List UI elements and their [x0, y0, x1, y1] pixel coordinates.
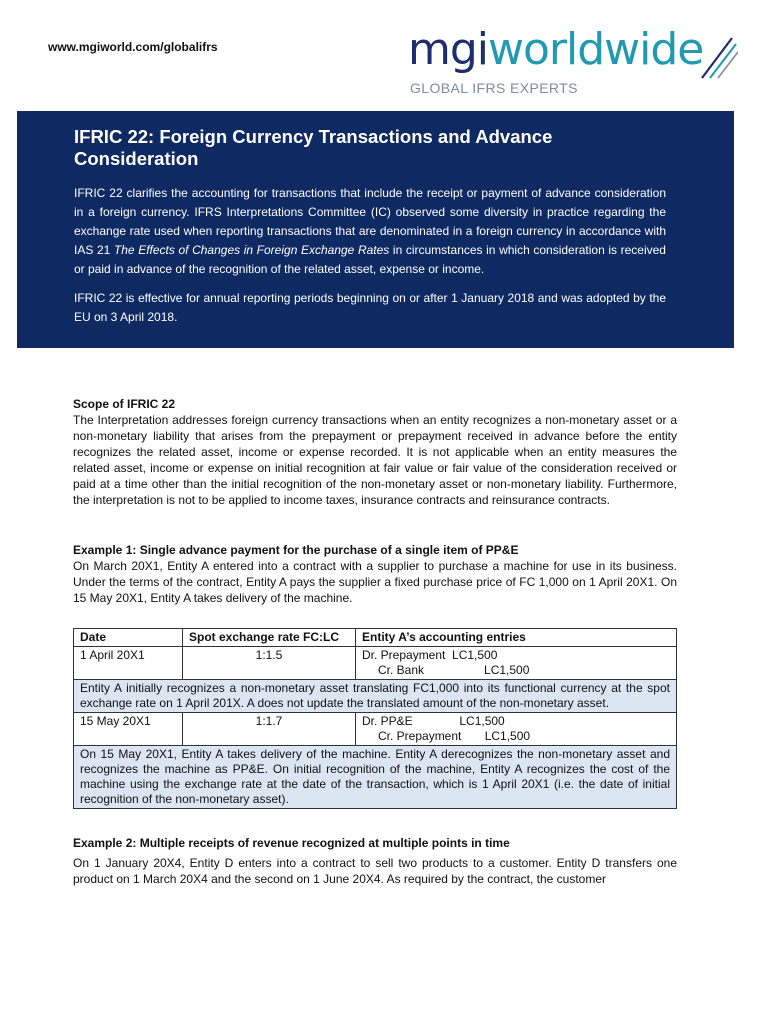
- row1-rate: 1:1.5: [183, 647, 356, 680]
- row2-entries: [356, 713, 677, 746]
- main-content: [73, 396, 677, 887]
- example2-heading: Example 2: Multiple receipts of revenue recognized at multiple points in time: [73, 836, 510, 850]
- logo-tagline: GLOBAL IFRS EXPERTS: [410, 80, 578, 96]
- accounting-entries-table: [73, 628, 677, 809]
- table-note-row: [74, 680, 677, 713]
- table-header-row: [74, 629, 677, 647]
- row2-date: 15 May 20X1: [74, 713, 183, 746]
- intro-text-a: IFRIC 22 clarifies the accounting for transactions that include the receipt or payment of advance consideration in a foreign currency. IFRS Interpretations Committee (IC) observed some diversity in practice regarding the exchange rate used when reporting transactions that are denominated in a foreign currency in accordance with IAS 21: [74, 186, 666, 257]
- effective-date-paragraph: IFRIC 22 is effective for annual reporting periods beginning on or after 1 January 2018 and was adopted by the EU on 3 April 2018.: [74, 291, 666, 324]
- intro-paragraph: [74, 184, 666, 279]
- scope-body: The Interpretation addresses foreign currency transactions when an entity recognizes a non-monetary asset or a non-monetary liability that arises from the prepayment or prepayment received in advance before the entity recognizes the related asset, income or expense recorded. It is not applicable when an entity measures the related asset, income or expense on initial recognition at fair value or fair value of the consideration received or paid at a time other than the initial recognition of the non-monetary asset or non-monetary liability. Furthermore, the interpretation is not to be applied to income taxes, insurance contracts and reinsurance contracts.: [73, 413, 677, 507]
- logo-worldwide: worldwide: [488, 24, 704, 75]
- website-url[interactable]: www.mgiworld.com/globalifrs: [48, 40, 218, 54]
- logo-mgi: mgi: [408, 24, 489, 75]
- example2-body: On 1 January 20X4, Entity D enters into a contract to sell two products to a customer. Entity D transfers one product on 1 March 20X4 and the second on 1 June 20X4. As required by the contract, the customer: [73, 856, 677, 886]
- intro-text-b: in circumstances in which consideration is received or paid in advance of the recognition of the related asset, expense or income.: [74, 243, 666, 276]
- col-header-rate: Spot exchange rate FC:LC: [183, 629, 356, 647]
- row1-credit: Cr. Bank LC1,500: [378, 663, 530, 677]
- row2-rate: 1:1.7: [183, 713, 356, 746]
- row1-debit: Dr. Prepayment LC1,500: [362, 648, 498, 662]
- example1-body: On March 20X1, Entity A entered into a contract with a supplier to purchase a machine for use in its business. Under the terms of the contract, Entity A pays the supplier a fixed purchase price of FC 1,000 on 1 April 20X1. On 15 May 20X1, Entity A takes delivery of the machine.: [73, 559, 677, 605]
- note1-text: Entity A initially recognizes a non-monetary asset translating FC1,000 into its functional currency at the spot exchange rate on 1 April 201X. A does not update the translated amount of the non-monetary asset.: [74, 680, 677, 713]
- note2-text: On 15 May 20X1, Entity A takes delivery of the machine. Entity A derecognizes the non-monetary asset and recognizes the machine as PP&E. On initial recognition of the machine, Entity A recognizes the cost of the machine using the exchange rate at the date of the transaction, which is 1 April 20X1 (i.e. the date of initial recognition of the non-monetary asset).: [74, 746, 677, 809]
- intro-text-italic: The Effects of Changes in Foreign Exchange Rates: [113, 243, 390, 257]
- logo-swoosh-icon: [698, 34, 738, 82]
- col-header-date: Date: [74, 629, 183, 647]
- col-header-entries: Entity A’s accounting entries: [356, 629, 677, 647]
- intro-banner: [17, 111, 734, 348]
- example1-heading: Example 1: Single advance payment for the purchase of a single item of PP&E: [73, 543, 519, 557]
- table-note-row: [74, 746, 677, 809]
- mgi-worldwide-logo: [408, 24, 738, 100]
- row2-debit: Dr. PP&E LC1,500: [362, 714, 505, 728]
- table-row: [74, 713, 677, 746]
- page-title: IFRIC 22: Foreign Currency Transactions and Advance Consideration: [74, 126, 553, 169]
- table-row: [74, 647, 677, 680]
- row1-date: 1 April 20X1: [74, 647, 183, 680]
- scope-heading: Scope of IFRIC 22: [73, 397, 176, 411]
- row2-credit: Cr. Prepayment LC1,500: [378, 729, 531, 743]
- logo-wordmark: [408, 24, 703, 75]
- row1-entries: [356, 647, 677, 680]
